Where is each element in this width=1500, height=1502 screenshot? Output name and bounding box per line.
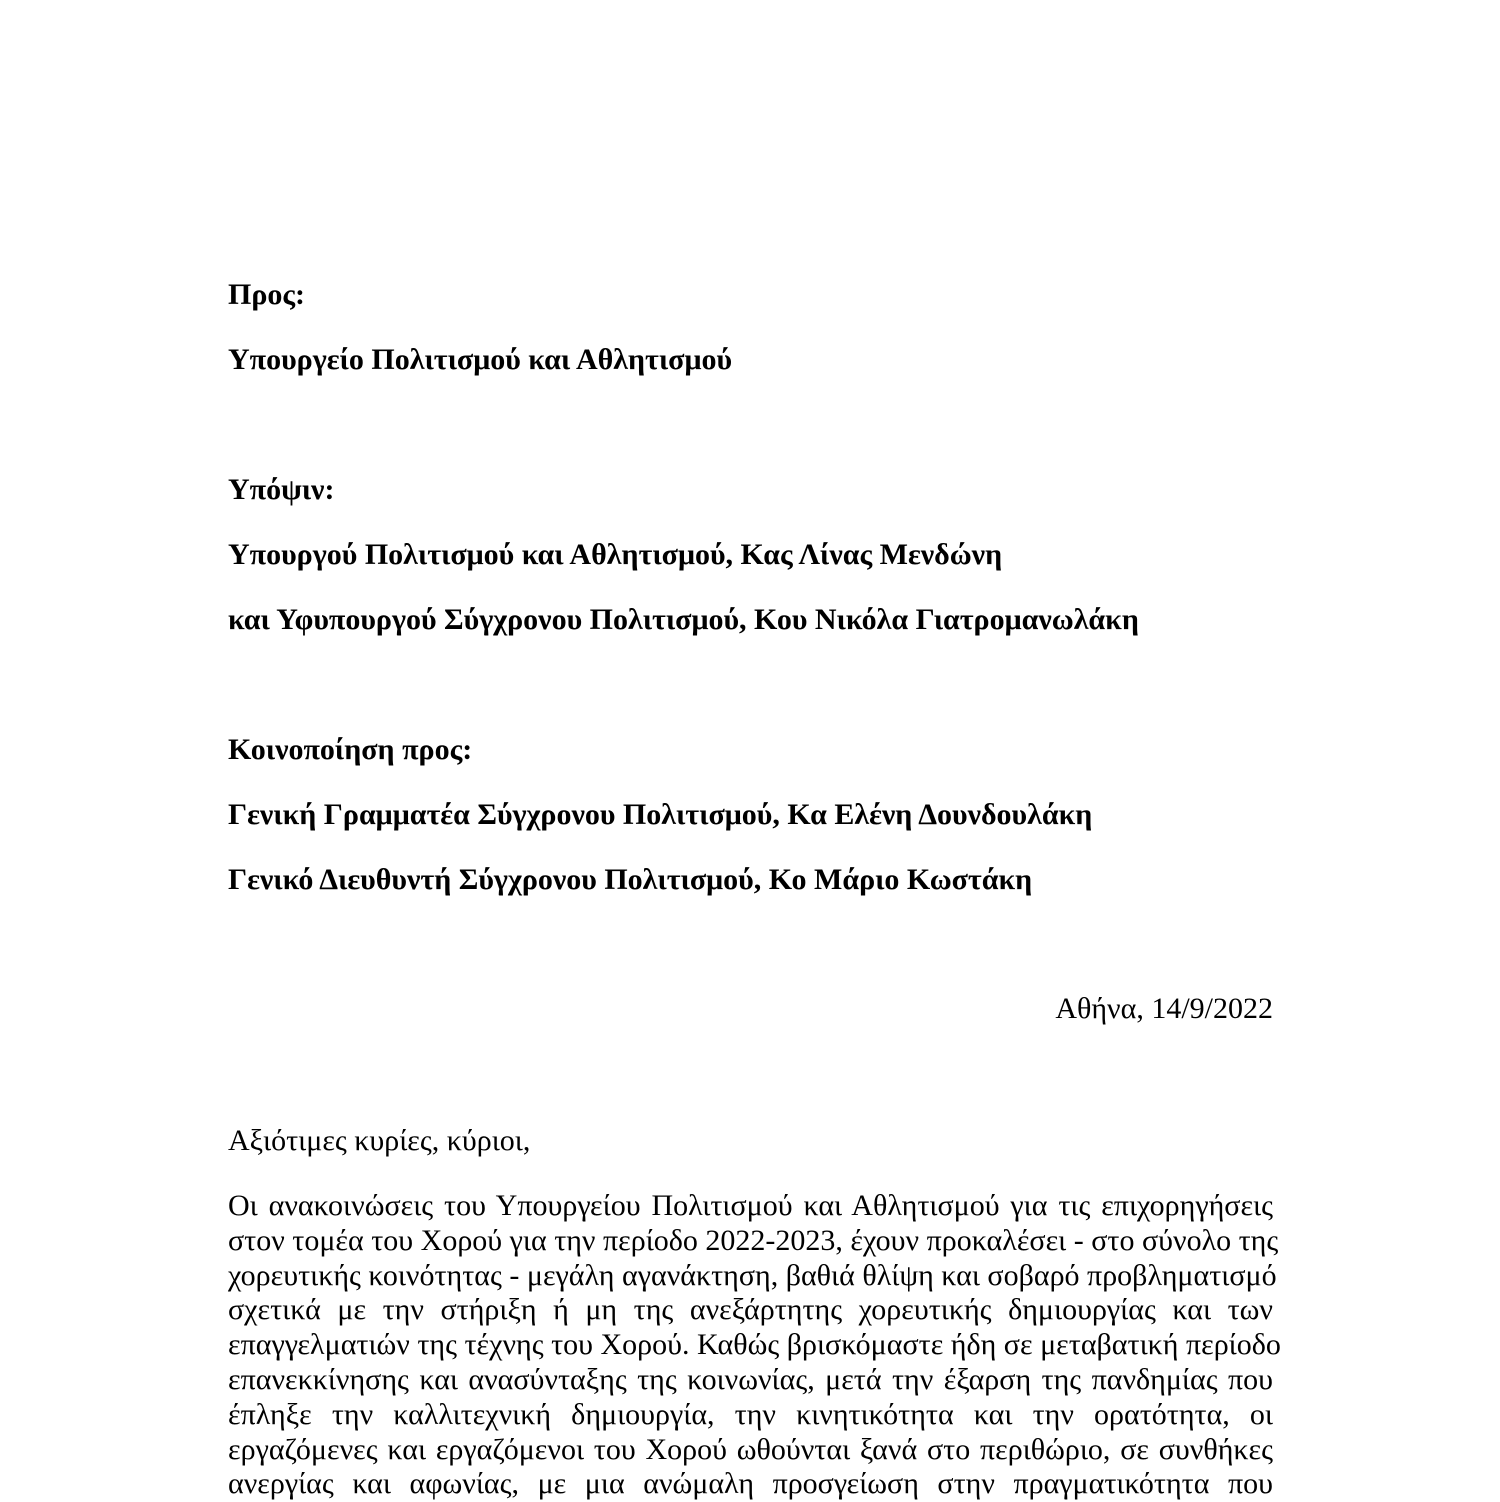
to-label: Προς: [228,278,306,311]
cc-line-2: Γενικό Διευθυντή Σύγχρονου Πολιτισμού, Κο Μάριο Κωστάκη [228,863,1033,896]
cc-line-1: Γενική Γραμματέα Σύγχρονου Πολιτισμού, Κα Ελένη Δουνδουλάκη [228,798,1093,831]
cc-label: Κοινοποίηση προς: [228,733,473,766]
body-line: εργαζόμενες και εργαζόμενοι του Χορού ωθούνται ξανά στο περιθώριο, σε συνθήκες [228,1432,1273,1466]
salutation: Αξιότιμες κυρίες, κύριοι, [228,1124,531,1157]
body-line: σχετικά με την στήριξη ή μη της ανεξάρτητης χορευτικής δημιουργίας και των [228,1293,1273,1327]
letter-date: Αθήνα, 14/9/2022 [1055,992,1273,1025]
to-recipient: Υπουργείο Πολιτισμού και Αθλητισμού [228,343,733,376]
letter-body [228,1189,1281,1502]
attention-label: Υπόψιν: [228,473,335,506]
attention-line-1: Υπουργού Πολιτισμού και Αθλητισμού, Κας Λίνας Μενδώνη [228,538,1003,571]
body-line: έπληξε την καλλιτεχνική δημιουργία, την κινητικότητα και την ορατότητα, οι [228,1397,1273,1431]
body-line: ανεργίας και αφωνίας, με μια ανώμαλη προσγείωση στην πραγματικότητα που [228,1467,1273,1501]
body-line: επανεκκίνησης και ανασύνταξης της κοινωνίας, μετά την έξαρση της πανδημίας που [228,1362,1273,1396]
body-line: Οι ανακοινώσεις του Υπουργείου Πολιτισμού και Αθλητισμού για τις επιχορηγήσεις [228,1189,1273,1222]
body-line: επαγγελματιών της τέχνης του Χορού. Καθώς βρισκόμαστε ήδη σε μεταβατική περίοδο [228,1328,1281,1362]
body-line: χορευτικής κοινότητας - μεγάλη αγανάκτηση, βαθιά θλίψη και σοβαρό προβληματισμό [228,1258,1277,1292]
attention-line-2: και Υφυπουργού Σύγχρονου Πολιτισμού, Κου Νικόλα Γιατρομανωλάκη [228,603,1139,636]
body-line: στον τομέα του Χορού για την περίοδο 2022-2023, έχουν προκαλέσει - στο σύνολο της [228,1223,1279,1257]
